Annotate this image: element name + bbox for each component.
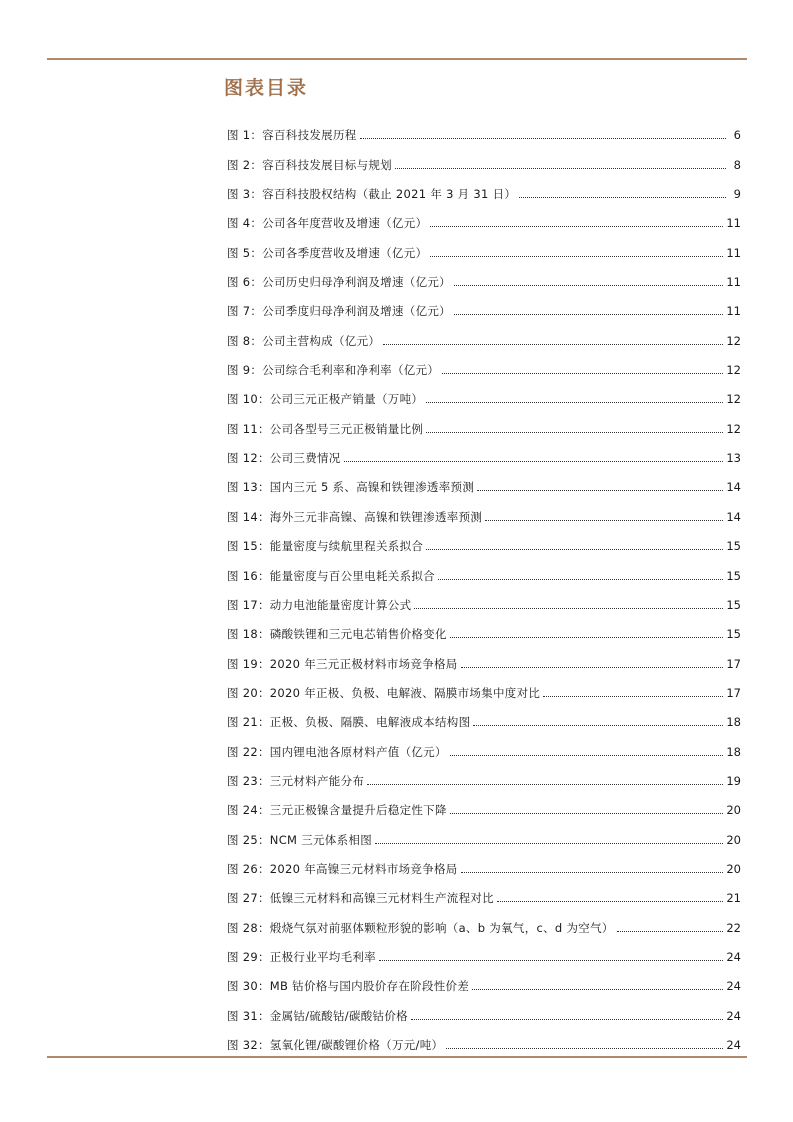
toc-entry[interactable] [227, 465, 741, 494]
toc-dot-leader [473, 725, 723, 726]
toc-dot-leader [442, 373, 723, 374]
toc-entry[interactable] [227, 612, 741, 641]
toc-dot-leader [485, 520, 723, 521]
toc-entry-page-number: 24 [726, 1038, 741, 1052]
toc-dot-leader [461, 667, 724, 668]
toc-dot-leader [383, 344, 723, 345]
toc-entry-label: 图 28：煅烧气氛对前驱体颗粒形貌的影响（a、b 为氧气，c、d 为空气） [227, 920, 614, 935]
toc-entry-label: 图 15：能量密度与续航里程关系拟合 [227, 539, 424, 554]
toc-entry-page-number: 19 [726, 773, 741, 788]
toc-entry-page-number: 12 [726, 363, 741, 378]
toc-list [227, 113, 741, 1052]
toc-entry[interactable] [227, 700, 741, 729]
toc-dot-leader [375, 843, 723, 844]
toc-entry[interactable] [227, 172, 741, 201]
toc-entry-page-number: 18 [726, 744, 741, 759]
toc-dot-leader [497, 901, 723, 902]
toc-dot-leader [438, 579, 723, 580]
toc-entry[interactable] [227, 318, 741, 347]
toc-entry-label: 图 29：正极行业平均毛利率 [227, 949, 376, 964]
toc-entry[interactable] [227, 260, 741, 289]
toc-entry[interactable] [227, 935, 741, 964]
toc-dot-leader [344, 461, 724, 462]
toc-entry-page-number: 11 [726, 216, 741, 231]
toc-dot-leader [477, 490, 723, 491]
toc-entry-page-number: 15 [726, 627, 741, 642]
toc-entry-label: 图 25：NCM 三元体系相图 [227, 832, 372, 847]
toc-dot-leader [450, 813, 724, 814]
toc-dot-leader [617, 931, 724, 932]
toc-entry[interactable] [227, 201, 741, 230]
toc-entry-page-number: 24 [726, 949, 741, 964]
toc-entry[interactable] [227, 583, 741, 612]
toc-entry-label: 图 26：2020 年高镍三元材料市场竞争格局 [227, 861, 458, 876]
toc-entry[interactable] [227, 671, 741, 700]
toc-entry[interactable] [227, 494, 741, 523]
toc-entry-label: 图 7：公司季度归母净利润及增速（亿元） [227, 304, 451, 319]
toc-entry-label: 图 18：磷酸铁锂和三元电芯销售价格变化 [227, 627, 447, 642]
toc-entry[interactable] [227, 230, 741, 259]
toc-dot-leader [426, 402, 723, 403]
toc-entry-page-number: 11 [726, 245, 741, 260]
toc-entry-label: 图 8：公司主营构成（亿元） [227, 333, 381, 348]
toc-entry[interactable] [227, 348, 741, 377]
toc-dot-leader [472, 989, 723, 990]
toc-entry-page-number: 24 [726, 979, 741, 994]
toc-dot-leader [454, 314, 723, 315]
toc-entry[interactable] [227, 436, 741, 465]
toc-entry-label: 图 24：三元正极镍含量提升后稳定性下降 [227, 803, 447, 818]
toc-entry-label: 图 19：2020 年三元正极材料市场竞争格局 [227, 656, 458, 671]
toc-entry-label: 图 16：能量密度与百公里电耗关系拟合 [227, 568, 435, 583]
toc-entry-label: 图 6：公司历史归母净利润及增速（亿元） [227, 275, 451, 290]
toc-entry-label: 图 22：国内锂电池各原材料产值（亿元） [227, 744, 447, 759]
toc-entry-label: 图 2：容百科技发展目标与规划 [227, 157, 392, 172]
toc-dot-leader [519, 197, 726, 198]
toc-entry[interactable] [227, 406, 741, 435]
toc-entry[interactable] [227, 847, 741, 876]
toc-entry-label: 图 27：低镍三元材料和高镍三元材料生产流程对比 [227, 891, 494, 906]
toc-entry-page-number: 15 [726, 597, 741, 612]
toc-entry[interactable] [227, 729, 741, 758]
toc-entry-page-number: 14 [726, 480, 741, 495]
toc-entry-page-number: 12 [726, 421, 741, 436]
toc-entry-page-number: 12 [726, 392, 741, 407]
toc-entry-page-number: 8 [733, 157, 741, 172]
toc-dot-leader [430, 256, 723, 257]
toc-entry-label: 图 13：国内三元 5 系、高镍和铁锂渗透率预测 [227, 480, 475, 495]
toc-entry-label: 图 10：公司三元正极产销量（万吨） [227, 392, 424, 407]
toc-entry-label: 图 23：三元材料产能分布 [227, 773, 365, 788]
toc-entry[interactable] [227, 524, 741, 553]
toc-entry-label: 图 11：公司各型号三元正极销量比例 [227, 421, 424, 436]
toc-entry-page-number: 20 [726, 832, 741, 847]
toc-dot-leader [426, 549, 723, 550]
toc-dot-leader [543, 696, 723, 697]
toc-entry-page-number: 11 [726, 275, 741, 290]
toc-dot-leader [426, 432, 723, 433]
toc-entry-page-number: 22 [726, 920, 741, 935]
toc-entry-label: 图 32：氢氧化锂/碳酸锂价格（万元/吨） [227, 1038, 444, 1052]
toc-dot-leader [411, 1019, 723, 1020]
toc-entry-label: 图 4：公司各年度营收及增速（亿元） [227, 216, 428, 231]
footer-rule [47, 1056, 747, 1058]
toc-entry[interactable] [227, 876, 741, 905]
toc-entry-page-number: 15 [726, 568, 741, 583]
toc-entry-page-number: 11 [726, 304, 741, 319]
toc-dot-leader [360, 138, 726, 139]
toc-entry-page-number: 15 [726, 539, 741, 554]
toc-entry-label: 图 30：MB 钴价格与国内股价存在阶段性价差 [227, 979, 470, 994]
toc-entry-page-number: 24 [726, 1008, 741, 1023]
toc-entry[interactable] [227, 1023, 741, 1052]
toc-entry-label: 图 14：海外三元非高镍、高镍和铁锂渗透率预测 [227, 509, 483, 524]
toc-entry-page-number: 20 [726, 861, 741, 876]
toc-dot-leader [450, 637, 724, 638]
toc-dot-leader [379, 960, 723, 961]
toc-entry-page-number: 12 [726, 333, 741, 348]
toc-entry[interactable] [227, 817, 741, 846]
toc-entry-label: 图 9：公司综合毛利率和净利率（亿元） [227, 363, 440, 378]
toc-entry-label: 图 12：公司三费情况 [227, 451, 341, 466]
toc-entry-label: 图 21：正极、负极、隔膜、电解液成本结构图 [227, 715, 471, 730]
toc-entry[interactable] [227, 788, 741, 817]
toc-entry[interactable] [227, 113, 741, 142]
toc-entry-page-number: 17 [726, 685, 741, 700]
toc-title: 图表目录 [224, 77, 309, 99]
toc-entry[interactable] [227, 993, 741, 1022]
header-rule [47, 58, 747, 60]
toc-entry-page-number: 21 [726, 891, 741, 906]
toc-entry-page-number: 13 [726, 451, 741, 466]
toc-dot-leader [430, 226, 723, 227]
toc-entry-page-number: 6 [733, 128, 741, 143]
toc-entry[interactable] [227, 377, 741, 406]
toc-dot-leader [367, 784, 723, 785]
toc-entry[interactable] [227, 142, 741, 171]
toc-entry-label: 图 20：2020 年正极、负极、电解液、隔膜市场集中度对比 [227, 685, 541, 700]
toc-entry-page-number: 14 [726, 509, 741, 524]
toc-entry[interactable] [227, 641, 741, 670]
toc-entry-label: 图 1：容百科技发展历程 [227, 128, 357, 143]
toc-dot-leader [446, 1048, 723, 1049]
toc-entry-label: 图 3：容百科技股权结构（截止 2021 年 3 月 31 日） [227, 187, 517, 202]
toc-entry-label: 图 17：动力电池能量密度计算公式 [227, 597, 412, 612]
toc-dot-leader [395, 168, 726, 169]
toc-entry[interactable] [227, 759, 741, 788]
toc-entry-page-number: 9 [733, 187, 741, 202]
toc-entry-label: 图 31：金属钴/硫酸钴/碳酸钴价格 [227, 1008, 408, 1023]
toc-entry-page-number: 18 [726, 715, 741, 730]
toc-entry[interactable] [227, 964, 741, 993]
toc-entry-page-number: 20 [726, 803, 741, 818]
toc-entry[interactable] [227, 553, 741, 582]
toc-entry-page-number: 17 [726, 656, 741, 671]
toc-dot-leader [450, 755, 724, 756]
toc-entry[interactable] [227, 905, 741, 934]
toc-entry[interactable] [227, 289, 741, 318]
toc-entry-label: 图 5：公司各季度营收及增速（亿元） [227, 245, 428, 260]
toc-dot-leader [461, 872, 724, 873]
toc-dot-leader [414, 608, 723, 609]
toc-dot-leader [454, 285, 723, 286]
